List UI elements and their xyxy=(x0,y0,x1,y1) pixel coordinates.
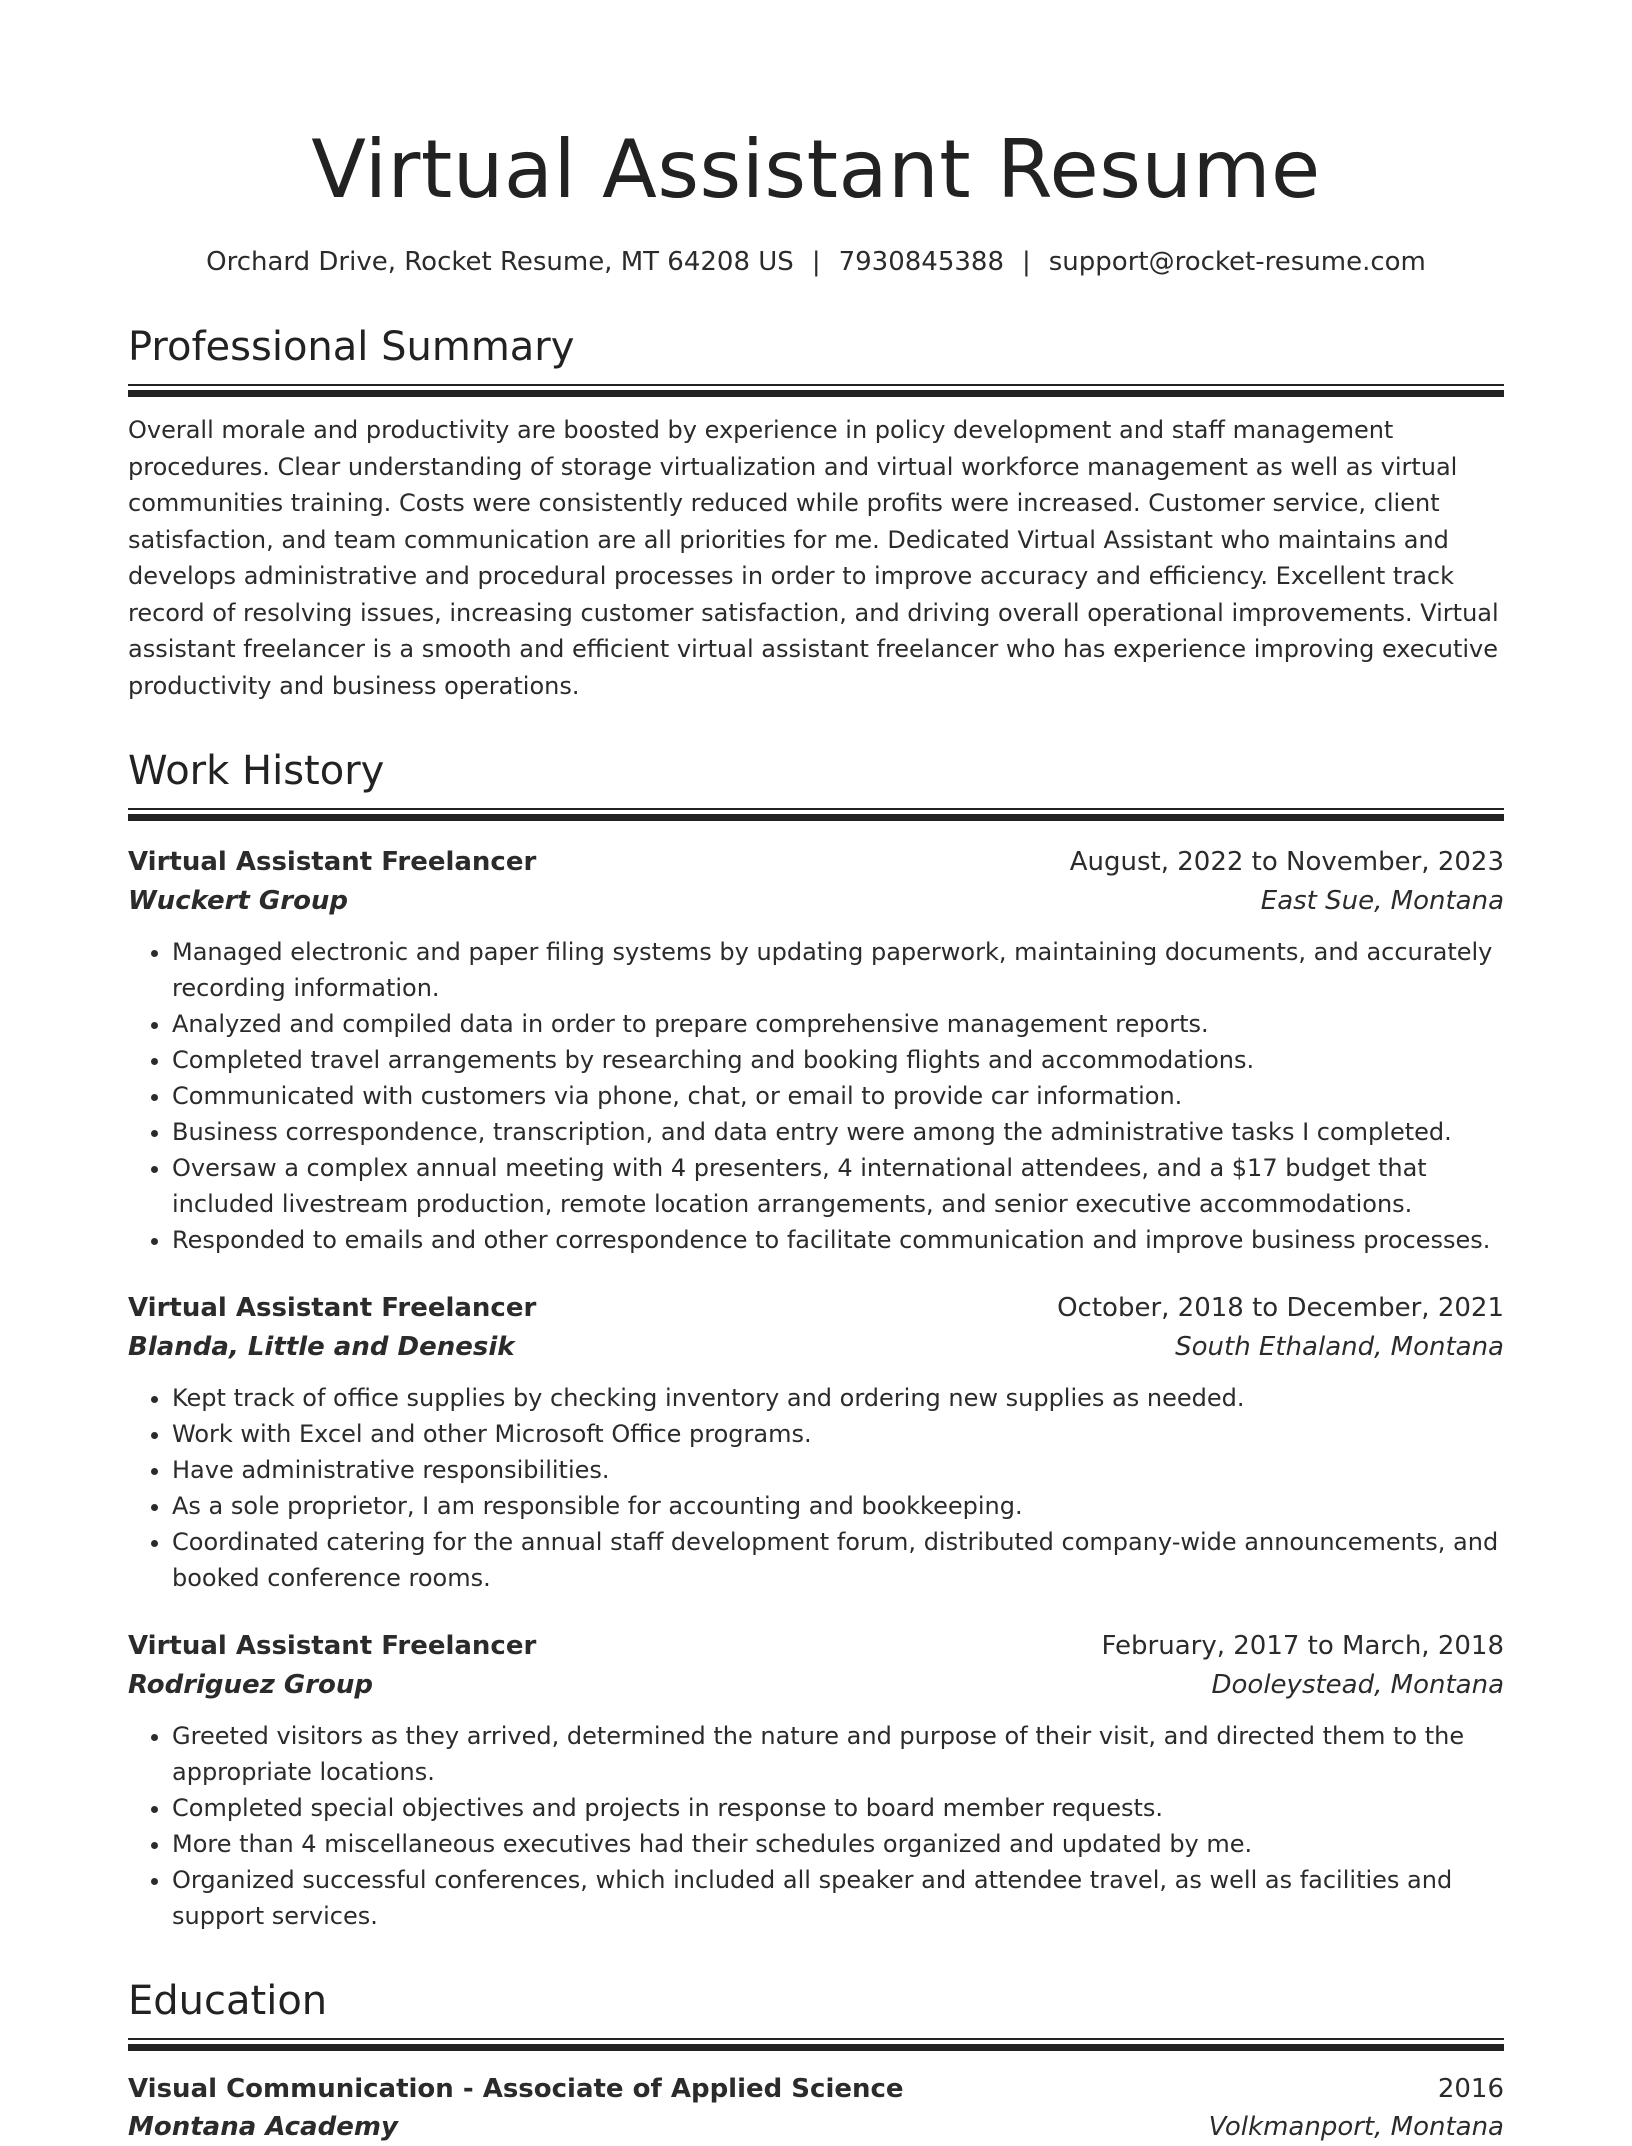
job-bullet: • Business correspondence, transcription, and data entry were among the administrative tasks I completed. xyxy=(172,1114,1504,1150)
job-bullet-list xyxy=(128,1380,1504,1596)
education-year: 2016 xyxy=(1437,2074,1504,2104)
contact-address: Orchard Drive, Rocket Resume, MT 64208 US xyxy=(206,247,794,277)
section-divider xyxy=(128,2038,1504,2052)
job-entry xyxy=(128,1288,1504,1596)
job-title: Virtual Assistant Freelancer xyxy=(128,1631,537,1661)
contact-line xyxy=(128,244,1504,280)
job-dates: October, 2018 to December, 2021 xyxy=(1057,1293,1504,1323)
section-heading-education: Education xyxy=(128,1978,328,2024)
job-bullet: • Kept track of office supplies by checking inventory and ordering new supplies as needed. xyxy=(172,1380,1504,1416)
job-bullet: • Work with Excel and other Microsoft Office programs. xyxy=(172,1416,1504,1452)
job-company: Blanda, Little and Denesik xyxy=(128,1332,515,1362)
job-bullet: • Communicated with customers via phone, chat, or email to provide car information. xyxy=(172,1078,1504,1114)
job-title: Virtual Assistant Freelancer xyxy=(128,1293,537,1323)
job-location: South Ethaland, Montana xyxy=(1175,1332,1504,1362)
job-bullet: • Completed travel arrangements by researching and booking flights and accommodations. xyxy=(172,1042,1504,1078)
contact-email: support@rocket-resume.com xyxy=(1048,247,1426,277)
job-bullet: • Completed special objectives and projects in response to board member requests. xyxy=(172,1790,1504,1826)
education-location: Volkmanport, Montana xyxy=(1208,2112,1504,2142)
job-entry xyxy=(128,1626,1504,1934)
job-company: Rodriguez Group xyxy=(128,1670,374,1700)
job-bullet: • Responded to emails and other correspondence to facilitate communication and improve business processes. xyxy=(172,1222,1504,1258)
education-degree: Visual Communication - Associate of Applied Science xyxy=(128,2074,904,2104)
job-bullet-list xyxy=(128,1718,1504,1934)
section-divider xyxy=(128,384,1504,398)
job-bullet: • As a sole proprietor, I am responsible for accounting and bookkeeping. xyxy=(172,1488,1504,1524)
job-bullet: • Oversaw a complex annual meeting with 4 presenters, 4 international attendees, and a $17 budget that included livestream production, remote location arrangements, and senior executive accommodations. xyxy=(172,1150,1504,1222)
summary-text: Overall morale and productivity are boosted by experience in policy development and staff management procedures. Clear understanding of storage virtualization and virtual workforce management as well as virtual communities training. Costs were consistently reduced while profits were increased. Customer service, client satisfaction, and team communication are all priorities for me. Dedicated Virtual Assistant who maintains and develops administrative and procedural processes in order to improve accuracy and efficiency. Excellent track record of resolving issues, increasing customer satisfaction, and driving overall operational improvements. Virtual assistant freelancer is a smooth and efficient virtual assistant freelancer who has experience improving executive productivity and business operations. xyxy=(128,416,1499,700)
job-entry xyxy=(128,842,1504,1258)
job-location: Dooleystead, Montana xyxy=(1211,1670,1504,1700)
job-company: Wuckert Group xyxy=(128,886,349,916)
section-heading-work-history: Work History xyxy=(128,748,385,794)
job-bullet: • Have administrative responsibilities. xyxy=(172,1452,1504,1488)
job-bullet: • Coordinated catering for the annual staff development forum, distributed company-wide announcements, and booked conference rooms. xyxy=(172,1524,1504,1596)
job-bullet: • Analyzed and compiled data in order to prepare comprehensive management reports. xyxy=(172,1006,1504,1042)
job-bullet: • Organized successful conferences, which included all speaker and attendee travel, as well as facilities and support services. xyxy=(172,1862,1504,1934)
job-title: Virtual Assistant Freelancer xyxy=(128,847,537,877)
section-divider xyxy=(128,808,1504,822)
job-dates: August, 2022 to November, 2023 xyxy=(1069,847,1504,877)
resume-title: Virtual Assistant Resume xyxy=(311,123,1321,216)
section-heading-summary: Professional Summary xyxy=(128,324,575,370)
education-school: Montana Academy xyxy=(128,2112,398,2142)
contact-separator: | xyxy=(811,247,821,277)
education-entry xyxy=(128,2070,1504,2146)
job-bullet: • Greeted visitors as they arrived, determined the nature and purpose of their visit, and directed them to the appropriate locations. xyxy=(172,1718,1504,1790)
contact-separator: | xyxy=(1022,247,1031,277)
job-bullet: • More than 4 miscellaneous executives had their schedules organized and updated by me. xyxy=(172,1826,1504,1862)
job-location: East Sue, Montana xyxy=(1260,886,1504,916)
contact-phone: 7930845388 xyxy=(838,247,1004,277)
job-dates: February, 2017 to March, 2018 xyxy=(1101,1631,1504,1661)
job-bullet-list xyxy=(128,934,1504,1258)
job-bullet: • Managed electronic and paper filing systems by updating paperwork, maintaining documents, and accurately recording information. xyxy=(172,934,1504,1006)
